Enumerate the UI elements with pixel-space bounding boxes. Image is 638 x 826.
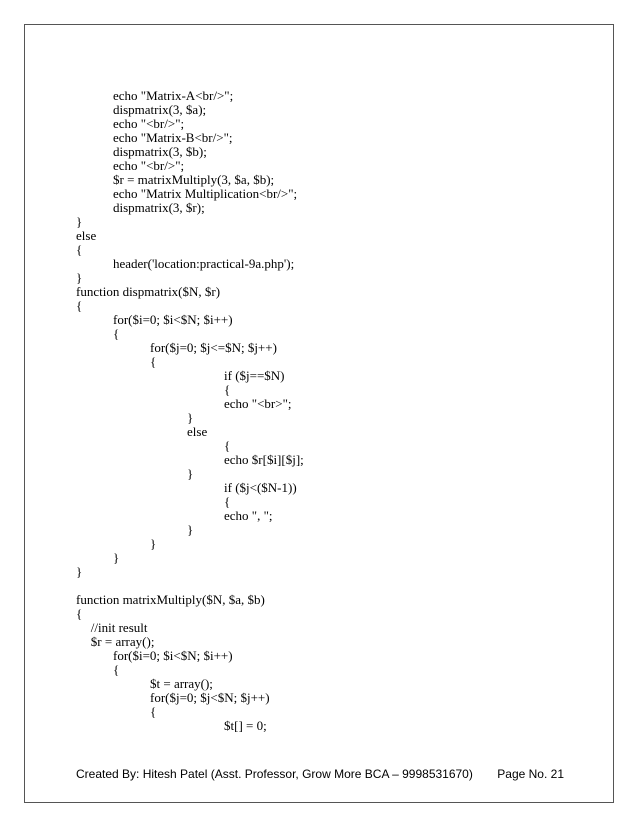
code-line: else (187, 424, 208, 439)
code-line: for($i=0; $i<$N; $i++) (113, 648, 233, 663)
code-line: dispmatrix(3, $r); (113, 200, 205, 215)
code-line: echo "Matrix-B<br/>"; (113, 130, 233, 145)
code-line: $t[] = 0; (224, 718, 267, 733)
code-line: function matrixMultiply($N, $a, $b) (76, 592, 265, 607)
code-line: } (76, 214, 83, 229)
code-line: function dispmatrix($N, $r) (76, 284, 221, 299)
code-line: echo "<br/>"; (113, 158, 185, 173)
code-line: { (76, 242, 83, 257)
page-footer (76, 767, 564, 781)
code-line: { (150, 704, 157, 719)
code-line: } (150, 536, 157, 551)
code-listing (76, 89, 596, 733)
code-line: $r = matrixMultiply(3, $a, $b); (113, 172, 275, 187)
code-line: if ($j==$N) (224, 368, 285, 383)
code-line: { (224, 438, 231, 453)
code-line: } (76, 270, 83, 285)
code-line: { (76, 298, 83, 313)
code-line: echo "Matrix-A<br/>"; (113, 88, 234, 103)
code-line: } (187, 466, 194, 481)
code-line: echo ", "; (224, 508, 273, 523)
code-line: } (76, 564, 83, 579)
code-line: $t = array(); (150, 676, 213, 691)
code-line: { (224, 382, 231, 397)
code-line: echo $r[$i][$j]; (224, 452, 304, 467)
code-line: } (187, 522, 194, 537)
code-line: echo "Matrix Multiplication<br/>"; (113, 186, 298, 201)
code-line: { (113, 326, 120, 341)
code-line: { (224, 494, 231, 509)
code-line: echo "<br>"; (224, 396, 292, 411)
code-line: dispmatrix(3, $a); (113, 102, 207, 117)
code-line: header('location:practical-9a.php'); (113, 256, 295, 271)
code-line: else (76, 228, 97, 243)
code-line: //init result (90, 620, 148, 635)
code-line: for($j=0; $j<=$N; $j++) (150, 340, 277, 355)
page-number: Page No. 21 (497, 767, 564, 781)
code-line: dispmatrix(3, $b); (113, 144, 207, 159)
code-line: for($j=0; $j<$N; $j++) (150, 690, 270, 705)
footer-credit: Created By: Hitesh Patel (Asst. Professor, Grow More BCA – 9998531670) (76, 767, 473, 781)
code-line: { (76, 606, 83, 621)
code-line: $r = array(); (90, 634, 155, 649)
code-line: { (150, 354, 157, 369)
code-line: for($i=0; $i<$N; $i++) (113, 312, 233, 327)
code-line: if ($j<($N-1)) (224, 480, 297, 495)
code-line: echo "<br/>"; (113, 116, 185, 131)
code-line (76, 579, 596, 593)
code-line: } (187, 410, 194, 425)
code-line: { (113, 662, 120, 677)
code-line: } (113, 550, 120, 565)
